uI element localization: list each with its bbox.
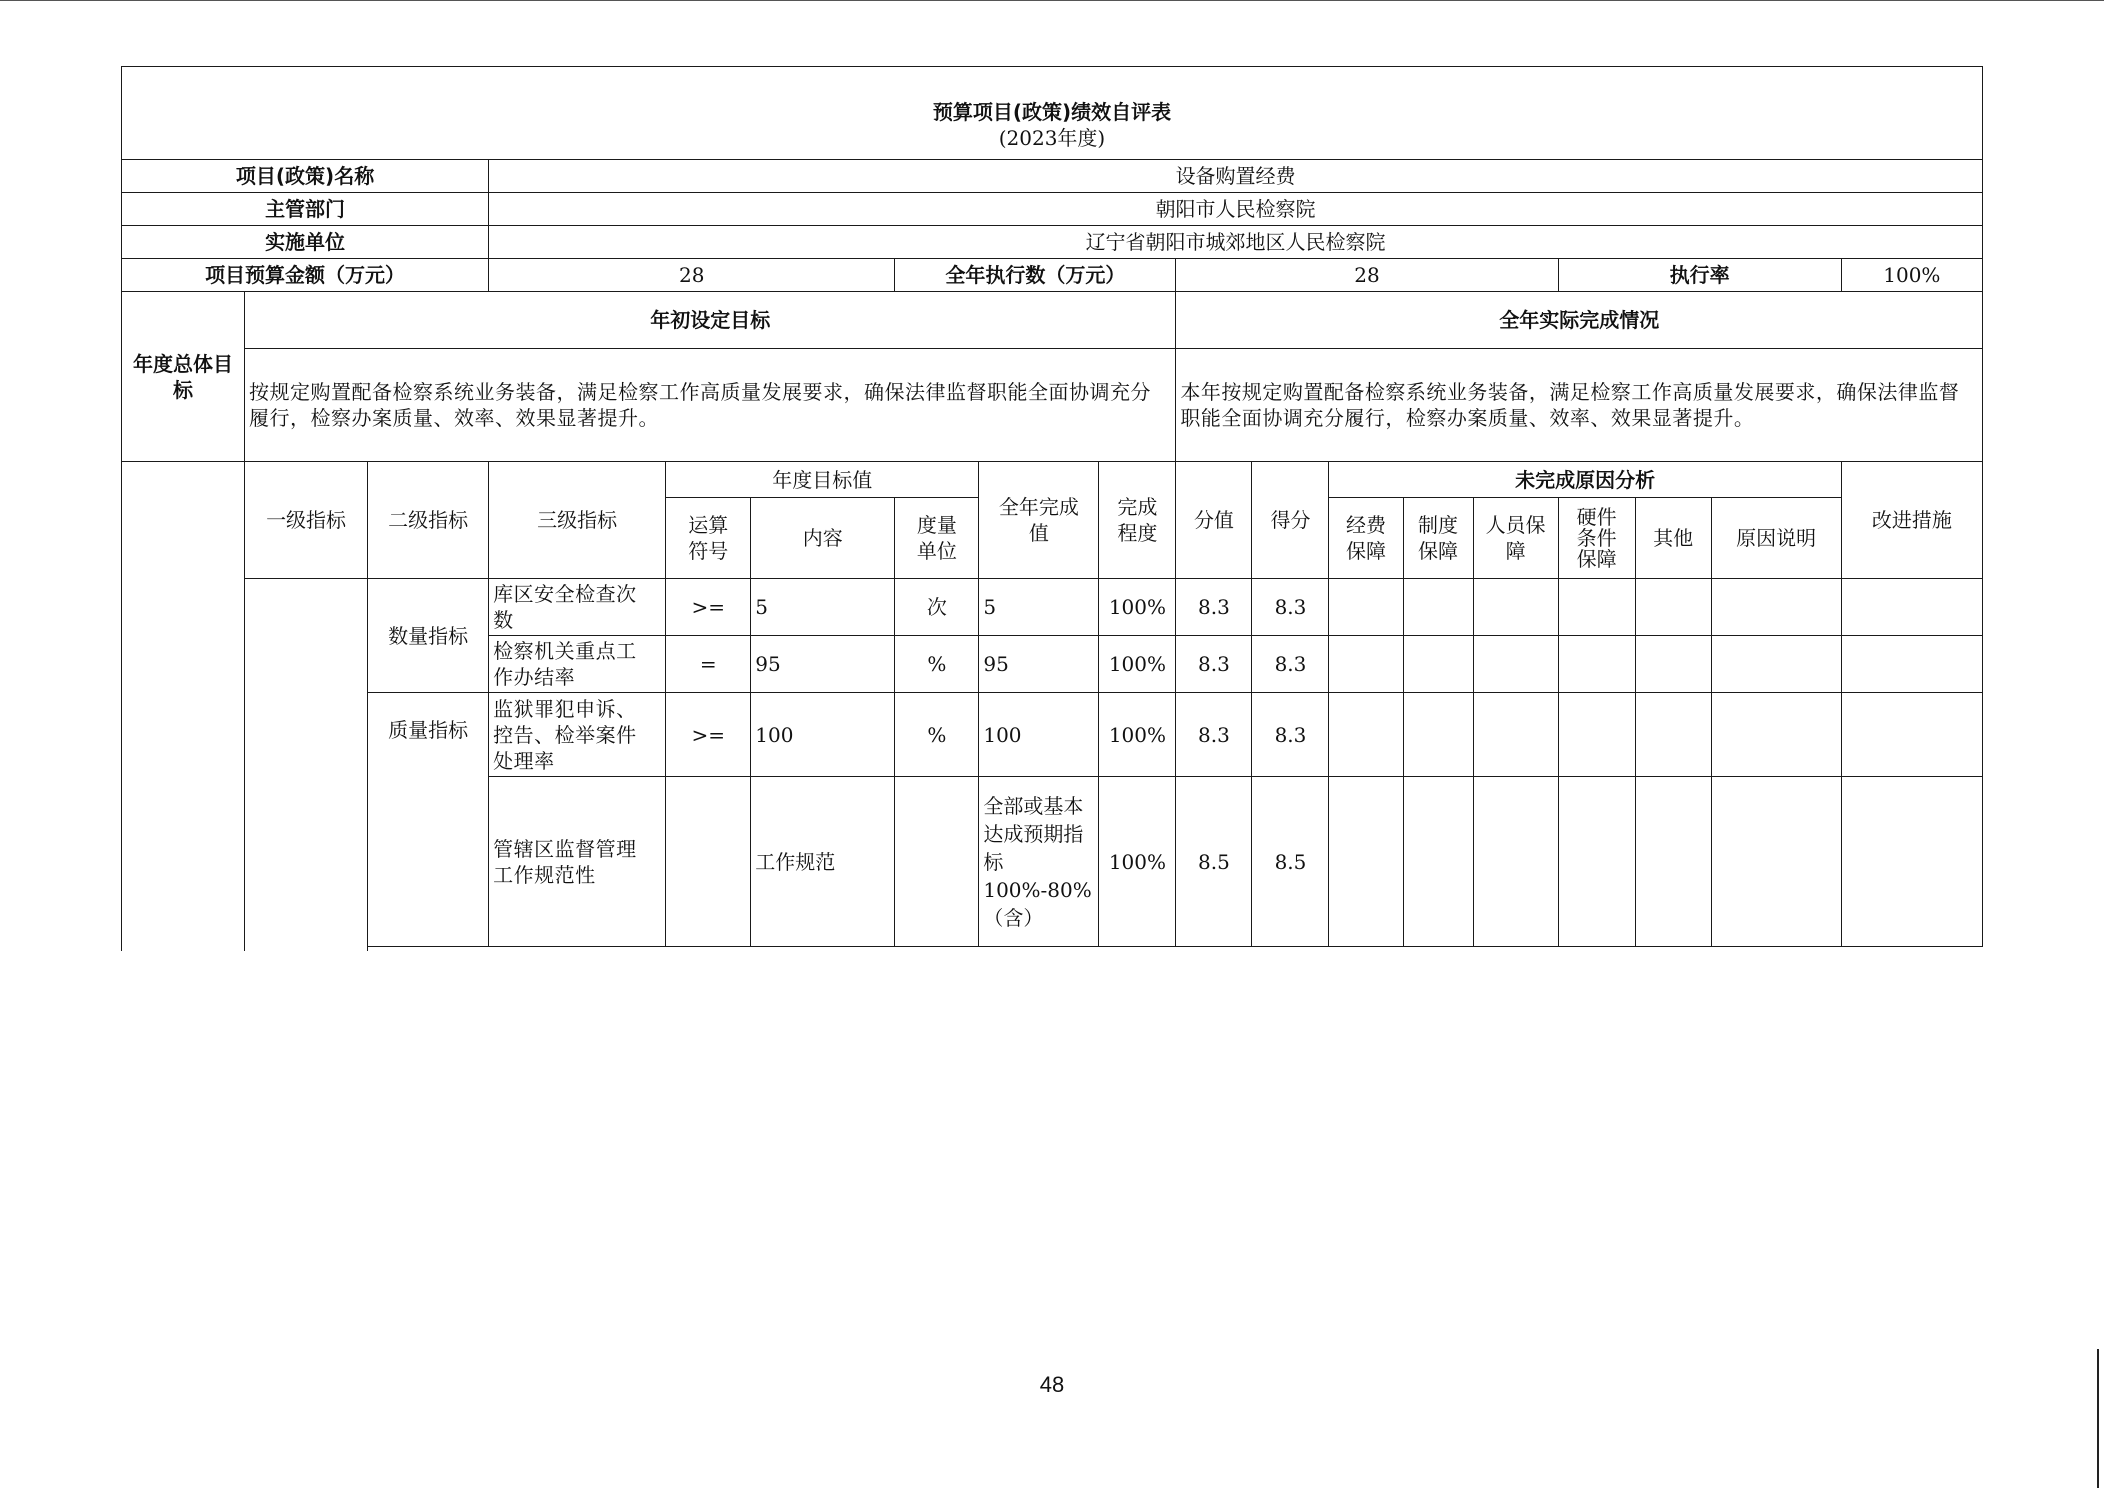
header-r4-text: 硬件条件保障 <box>1576 504 1617 571</box>
row-indicator <box>489 777 666 947</box>
budget-label: 项目预算金额（万元） <box>122 259 489 292</box>
row-r1 <box>1329 693 1403 777</box>
row-degree: 100% <box>1099 777 1176 947</box>
row-improve <box>1841 579 1982 636</box>
report-year: (2023年度) <box>122 125 1983 160</box>
evaluation-table <box>121 66 1983 951</box>
level1-cell <box>245 579 368 951</box>
row-r4 <box>1558 636 1635 693</box>
row-degree: 100% <box>1099 636 1176 693</box>
evaluation-sheet <box>121 66 1983 951</box>
header-r3-text: 人员保障 <box>1485 513 1546 563</box>
row-score: 8.3 <box>1252 693 1329 777</box>
row-r4 <box>1558 777 1635 947</box>
row-r3 <box>1473 579 1558 636</box>
header-r2-text: 制度保障 <box>1418 513 1459 563</box>
row-content: 100 <box>751 693 895 777</box>
page-number: 48 <box>1039 1372 1065 1397</box>
exec-value: 28 <box>1176 259 1558 292</box>
annual-goal-label-text: 年度总体目标 <box>133 351 234 402</box>
row-value: 8.3 <box>1176 693 1252 777</box>
header-content: 内容 <box>751 498 895 579</box>
dept-value: 朝阳市人民检察院 <box>489 193 1983 226</box>
goal-set-text: 按规定购置配备检察系统业务装备，满足检察工作高质量发展要求，确保法律监督职能全面协调充分履行，检察办案质量、效率、效果显著提升。 <box>245 349 1176 462</box>
row-indicator-text: 管辖区监督管理工作规范性 <box>493 836 637 887</box>
indicator-side-cell <box>122 462 245 951</box>
row-score: 8.3 <box>1252 636 1329 693</box>
row-r5 <box>1635 579 1711 636</box>
header-score: 得分 <box>1252 462 1329 579</box>
row-value: 8.3 <box>1176 636 1252 693</box>
row-actual: 100 <box>979 693 1099 777</box>
row-actual <box>979 777 1099 947</box>
row-indicator-text: 检察机关重点工作办结率 <box>493 639 637 689</box>
row-r1 <box>1329 579 1403 636</box>
row-r1 <box>1329 636 1403 693</box>
row-content: 工作规范 <box>751 777 895 947</box>
dept-label: 主管部门 <box>122 193 489 226</box>
header-op <box>666 498 751 579</box>
row-score: 8.5 <box>1252 777 1329 947</box>
row-improve <box>1841 693 1982 777</box>
row-degree: 100% <box>1099 693 1176 777</box>
row-content: 95 <box>751 636 895 693</box>
header-r4 <box>1558 498 1635 579</box>
group-quality: 质量指标 <box>368 693 489 947</box>
row-indicator <box>489 636 666 693</box>
goal-actual-text: 本年按规定购置配备检察系统业务装备，满足检察工作高质量发展要求，确保法律监督职能全面协调充分履行，检察办案质量、效率、效果显著提升。 <box>1176 349 1983 462</box>
annual-goal-label <box>122 292 245 462</box>
header-degree-text: 完成程度 <box>1117 495 1158 545</box>
page-top-rule <box>0 0 2104 1</box>
row-r6 <box>1711 777 1841 947</box>
page-title: 预算项目(政策)绩效自评表 <box>122 67 1983 126</box>
table-cut-edge <box>368 947 1983 951</box>
row-indicator-text: 库区安全检查次数 <box>493 582 637 632</box>
header-level2: 二级指标 <box>368 462 489 579</box>
row-unit: 次 <box>895 579 979 636</box>
header-r6: 原因说明 <box>1711 498 1841 579</box>
row-actual: 5 <box>979 579 1099 636</box>
row-r2 <box>1403 777 1473 947</box>
row-unit <box>895 777 979 947</box>
row-r6 <box>1711 636 1841 693</box>
row-r5 <box>1635 636 1711 693</box>
row-op: >= <box>666 693 751 777</box>
goal-set-header: 年初设定目标 <box>245 292 1176 349</box>
rate-label: 执行率 <box>1558 259 1841 292</box>
row-r4 <box>1558 579 1635 636</box>
header-level1: 一级指标 <box>245 462 368 579</box>
header-actual <box>979 462 1099 579</box>
row-unit: % <box>895 636 979 693</box>
exec-label: 全年执行数（万元） <box>895 259 1176 292</box>
budget-value: 28 <box>489 259 895 292</box>
header-level3: 三级指标 <box>489 462 666 579</box>
row-value: 8.3 <box>1176 579 1252 636</box>
header-unit-text: 度量单位 <box>916 513 957 563</box>
page-edge-rule <box>2097 1349 2099 1488</box>
row-improve <box>1841 636 1982 693</box>
row-actual: 95 <box>979 636 1099 693</box>
row-value: 8.5 <box>1176 777 1252 947</box>
row-r5 <box>1635 693 1711 777</box>
row-r2 <box>1403 636 1473 693</box>
project-name-value: 设备购置经费 <box>489 160 1983 193</box>
header-reason-group: 未完成原因分析 <box>1329 462 1841 498</box>
row-r3 <box>1473 777 1558 947</box>
row-r4 <box>1558 693 1635 777</box>
row-r3 <box>1473 693 1558 777</box>
row-score: 8.3 <box>1252 579 1329 636</box>
row-indicator-text: 监狱罪犯申诉、控告、检举案件处理率 <box>493 696 637 773</box>
row-op <box>666 777 751 947</box>
header-r5: 其他 <box>1635 498 1711 579</box>
header-unit <box>895 498 979 579</box>
header-improve: 改进措施 <box>1841 462 1982 579</box>
row-actual-text: 全部或基本达成预期指标100%-80%（含） <box>983 793 1092 930</box>
header-actual-text: 全年完成值 <box>998 495 1079 545</box>
goal-actual-header: 全年实际完成情况 <box>1176 292 1983 349</box>
row-r5 <box>1635 777 1711 947</box>
header-score-value: 分值 <box>1176 462 1252 579</box>
rate-value: 100% <box>1841 259 1982 292</box>
header-r1-text: 经费保障 <box>1346 513 1386 563</box>
header-degree <box>1099 462 1176 579</box>
unit-label: 实施单位 <box>122 226 489 259</box>
row-unit: % <box>895 693 979 777</box>
row-indicator <box>489 693 666 777</box>
header-r3 <box>1473 498 1558 579</box>
row-op: = <box>666 636 751 693</box>
row-op: >= <box>666 579 751 636</box>
row-r2 <box>1403 693 1473 777</box>
project-name-label: 项目(政策)名称 <box>122 160 489 193</box>
header-r2 <box>1403 498 1473 579</box>
row-degree: 100% <box>1099 579 1176 636</box>
row-r6 <box>1711 693 1841 777</box>
group-quantity: 数量指标 <box>368 579 489 693</box>
row-content: 5 <box>751 579 895 636</box>
unit-value: 辽宁省朝阳市城郊地区人民检察院 <box>489 226 1983 259</box>
row-r3 <box>1473 636 1558 693</box>
header-op-text: 运算符号 <box>688 513 729 563</box>
row-r6 <box>1711 579 1841 636</box>
row-improve <box>1841 777 1982 947</box>
row-indicator <box>489 579 666 636</box>
header-target-group: 年度目标值 <box>666 462 979 498</box>
header-r1 <box>1329 498 1403 579</box>
row-r1 <box>1329 777 1403 947</box>
row-r2 <box>1403 579 1473 636</box>
